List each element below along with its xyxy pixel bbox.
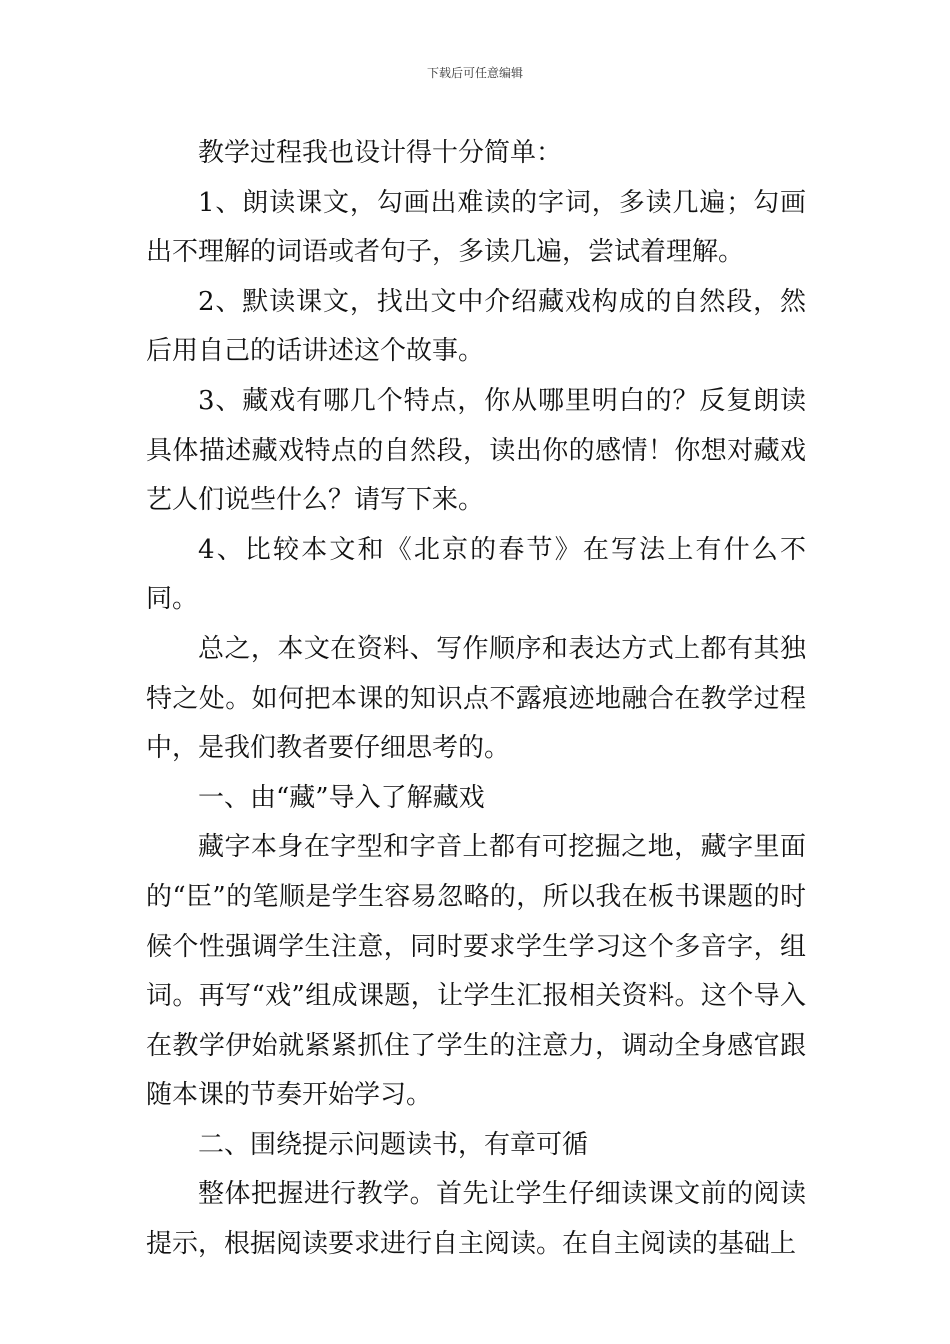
section-heading: 二、围绕提示问题读书，有章可循 (198, 1129, 589, 1160)
paragraph: 1、朗读课文，勾画出难读的字词，多读几遍；勾画出不理解的词语或者句子，多读几遍，尝试着理解。 (146, 187, 806, 268)
paragraph: 4、比较本文和《北京的春节》在写法上有什么不同。 (146, 534, 806, 615)
section-heading: 一、由“藏”导入了解藏戏 (198, 782, 485, 813)
paragraph: 总之，本文在资料、写作顺序和表达方式上都有其独特之处。如何把本课的知识点不露痕迹地融合在教学过程中，是我们教者要仔细思考的。 (146, 633, 806, 764)
paragraph: 2、默读课文，找出文中介绍藏戏构成的自然段，然后用自己的话讲述这个故事。 (146, 286, 806, 367)
paragraph: 教学过程我也设计得十分简单： (198, 138, 563, 168)
paragraph: 3、藏戏有哪几个特点，你从哪里明白的？反复朗读具体描述藏戏特点的自然段，读出你的感情！你想对藏戏艺人们说些什么？请写下来。 (146, 385, 806, 516)
paragraph: 藏字本身在字型和字音上都有可挖掘之地，藏字里面的“臣”的笔顺是学生容易忽略的，所以我在板书课题的时候个性强调学生注意，同时要求学生学习这个多音字，组词。再写“戏”组成课题，让学生汇报相关资料。这个导入在教学伊始就紧紧抓住了学生的注意力，调动全身感官跟随本课的节奏开始学习。 (146, 832, 806, 1111)
document-body (146, 129, 806, 1270)
page-header: 下载后可任意编辑 (426, 66, 523, 80)
paragraph: 整体把握进行教学。首先让学生仔细读课文前的阅读提示，根据阅读要求进行自主阅读。在自主阅读的基础上 (146, 1179, 806, 1260)
